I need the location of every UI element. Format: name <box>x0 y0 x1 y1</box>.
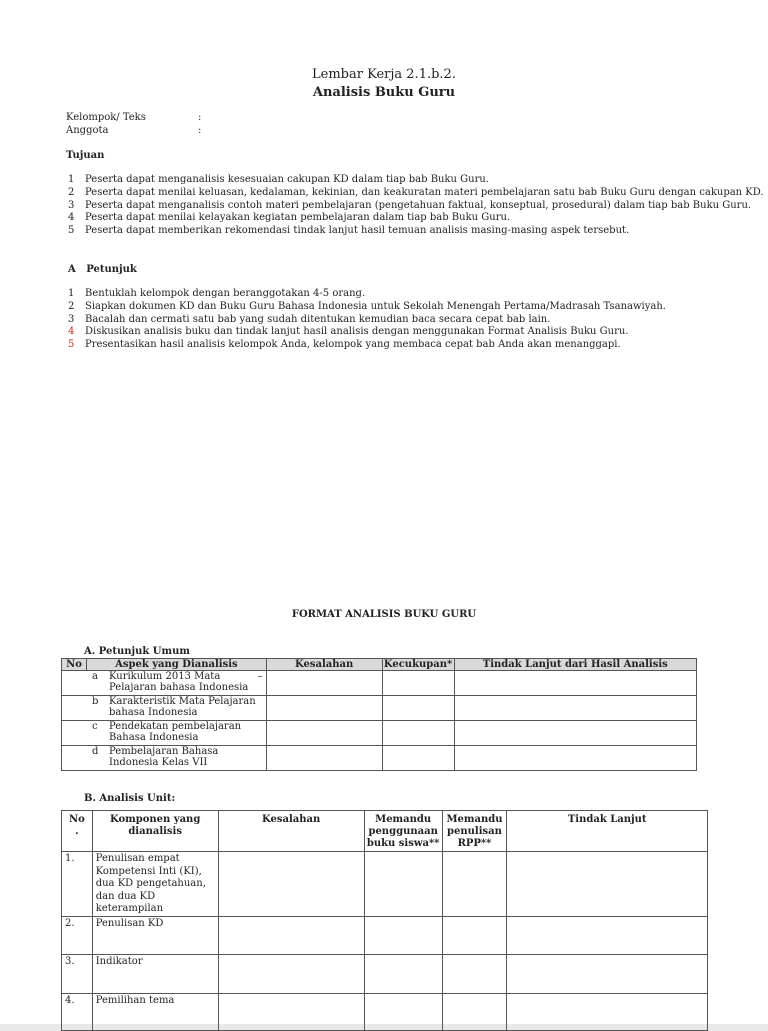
field-anggota <box>66 125 202 137</box>
col-header: No . <box>62 811 93 852</box>
tujuan-heading: Tujuan <box>66 150 105 161</box>
item-text: Bentuklah kelompok dengan beranggotakan 4-5 orang. <box>85 288 366 299</box>
kecukupan-cell[interactable] <box>382 671 454 696</box>
aspect-cell <box>62 671 267 696</box>
format-title: FORMAT ANALISIS BUKU GURU <box>291 609 477 620</box>
field-kelompok <box>66 112 202 124</box>
tindak-lanjut-cell[interactable] <box>454 746 696 771</box>
row-number: 1. <box>62 852 93 917</box>
table-row <box>62 954 708 993</box>
table-analisis-unit <box>61 810 708 1031</box>
memandu-buku-cell[interactable] <box>364 852 442 917</box>
row-text: Karakteristik Mata Pelajaran bahasa Indonesia <box>109 696 256 718</box>
row-number: 3. <box>62 954 93 993</box>
aspect-cell <box>62 746 267 771</box>
section-b-heading: B. Analisis Unit: <box>84 793 176 804</box>
row-letter: a <box>92 671 98 682</box>
table-row <box>62 746 697 771</box>
col-header: Kecukupan* <box>383 659 453 670</box>
kesalahan-cell[interactable] <box>218 916 364 954</box>
item-text: Peserta dapat memberikan rekomendasi tindak lanjut hasil temuan analisis masing-masing aspek tersebut. <box>85 225 630 237</box>
row-text: Pendekatan pembelajaran Bahasa Indonesia <box>109 721 242 743</box>
row-number: 4. <box>62 993 93 1030</box>
col-header: No <box>62 659 87 671</box>
tindak-lanjut-cell[interactable] <box>507 916 708 954</box>
kecukupan-cell[interactable] <box>382 746 454 771</box>
doc-subtitle: Analisis Buku Guru <box>312 85 456 100</box>
kesalahan-cell[interactable] <box>266 746 382 771</box>
item-number: 3 <box>68 199 75 211</box>
field-label: Anggota <box>66 125 109 136</box>
item-text: Bacalah dan cermati satu bab yang sudah ditentukan kemudian baca secara cepat bab lain. <box>85 313 551 325</box>
memandu-rpp-cell[interactable] <box>442 852 507 917</box>
col-header: Komponen yang dianalisis <box>92 811 218 852</box>
tindak-lanjut-cell[interactable] <box>454 671 696 696</box>
row-component: Penulisan KD <box>92 916 218 954</box>
item-number: 5 <box>68 225 75 237</box>
col-header: Aspek yang Dianalisis <box>86 659 266 671</box>
title-block <box>0 66 768 102</box>
col-header: Memandu penulisan RPP** <box>442 811 507 852</box>
petunjuk-heading <box>68 264 137 275</box>
kesalahan-cell[interactable] <box>266 721 382 746</box>
table-header-row <box>62 811 708 852</box>
item-number: 1 <box>68 288 75 299</box>
field-colon: : <box>198 125 202 136</box>
item-number: 1 <box>68 174 75 185</box>
kesalahan-cell[interactable] <box>218 954 364 993</box>
field-label: Kelompok/ Teks <box>66 112 146 123</box>
table-row <box>62 852 708 917</box>
tindak-lanjut-cell[interactable] <box>507 852 708 917</box>
memandu-buku-cell[interactable] <box>364 954 442 993</box>
kecukupan-cell[interactable] <box>382 721 454 746</box>
col-header: Tindak Lanjut dari Hasil Analisis <box>454 659 696 671</box>
row-component: Pemilihan tema <box>92 993 218 1030</box>
item-text: Presentasikan hasil analisis kelompok Anda, kelompok yang membaca cepat bab Anda akan menanggapi. <box>85 339 621 351</box>
kesalahan-cell[interactable] <box>266 671 382 696</box>
item-text: Peserta dapat menilai keluasan, kedalaman, kekinian, dan keakuratan materi pembelajaran satu bab Buku Guru dengan cakupan KD. <box>85 186 764 198</box>
item-number: 4 <box>68 326 75 338</box>
item-text: Peserta dapat menganalisis contoh materi pembelajaran (pengetahuan faktual, konseptual, prosedural) dalam tiap bab Buku Guru. <box>85 199 752 211</box>
table-row <box>62 696 697 721</box>
kesalahan-cell[interactable] <box>266 696 382 721</box>
memandu-buku-cell[interactable] <box>364 993 442 1030</box>
table-header-row <box>62 659 697 671</box>
aspect-cell <box>62 721 267 746</box>
tindak-lanjut-cell[interactable] <box>454 721 696 746</box>
table-row <box>62 671 697 696</box>
tindak-lanjut-cell[interactable] <box>507 954 708 993</box>
doc-title: Lembar Kerja 2.1.b.2. <box>312 67 456 82</box>
table-row <box>62 721 697 746</box>
row-letter: c <box>92 721 98 732</box>
item-number: 5 <box>68 339 75 351</box>
row-text: Pembelajaran Bahasa Indonesia Kelas VII <box>109 746 219 768</box>
table-petunjuk-umum <box>61 658 697 771</box>
tindak-lanjut-cell[interactable] <box>454 696 696 721</box>
section-a-heading: A. Petunjuk Umum <box>84 646 190 657</box>
memandu-rpp-cell[interactable] <box>442 993 507 1030</box>
row-letter: b <box>92 696 99 707</box>
row-letter: d <box>92 746 99 757</box>
item-text: Peserta dapat menganalisis kesesuaian cakupan KD dalam tiap bab Buku Guru. <box>85 174 489 185</box>
kecukupan-cell[interactable] <box>382 696 454 721</box>
item-text: Peserta dapat menilai kelayakan kegiatan pembelajaran dalam tiap bab Buku Guru. <box>85 212 511 224</box>
memandu-rpp-cell[interactable] <box>442 954 507 993</box>
aspect-cell <box>62 696 267 721</box>
field-colon: : <box>198 112 202 123</box>
memandu-rpp-cell[interactable] <box>442 916 507 954</box>
kesalahan-cell[interactable] <box>218 852 364 917</box>
kesalahan-cell[interactable] <box>218 993 364 1030</box>
memandu-buku-cell[interactable] <box>364 916 442 954</box>
item-number: 3 <box>68 313 75 325</box>
row-component: Indikator <box>92 954 218 993</box>
row-component: Penulisan empat Kompetensi Inti (KI), dua KD pengetahuan, dan dua KD keterampilan <box>92 852 218 917</box>
item-number: 2 <box>68 300 75 312</box>
row-dash: – <box>257 671 263 682</box>
table-row <box>62 916 708 954</box>
row-text: Kurikulum 2013 Mata Pelajaran bahasa Indonesia <box>109 671 249 693</box>
table-row <box>62 993 708 1030</box>
petunjuk-letter: A <box>68 264 76 275</box>
petunjuk-title: Petunjuk <box>86 264 137 275</box>
tindak-lanjut-cell[interactable] <box>507 993 708 1030</box>
col-header: Memandu penggunaan buku siswa** <box>364 811 442 852</box>
item-number: 2 <box>68 186 75 198</box>
item-number: 4 <box>68 212 75 224</box>
item-text: Diskusikan analisis buku dan tindak lanjut hasil analisis dengan menggunakan Format Analisis Buku Guru. <box>85 326 629 338</box>
row-number: 2. <box>62 916 93 954</box>
col-header: Kesalahan <box>266 659 382 671</box>
col-header: Tindak Lanjut <box>507 811 708 852</box>
col-header: Kesalahan <box>218 811 364 852</box>
item-text: Siapkan dokumen KD dan Buku Guru Bahasa Indonesia untuk Sekolah Menengah Pertama/Madrasah Tsanawiyah. <box>85 300 666 312</box>
